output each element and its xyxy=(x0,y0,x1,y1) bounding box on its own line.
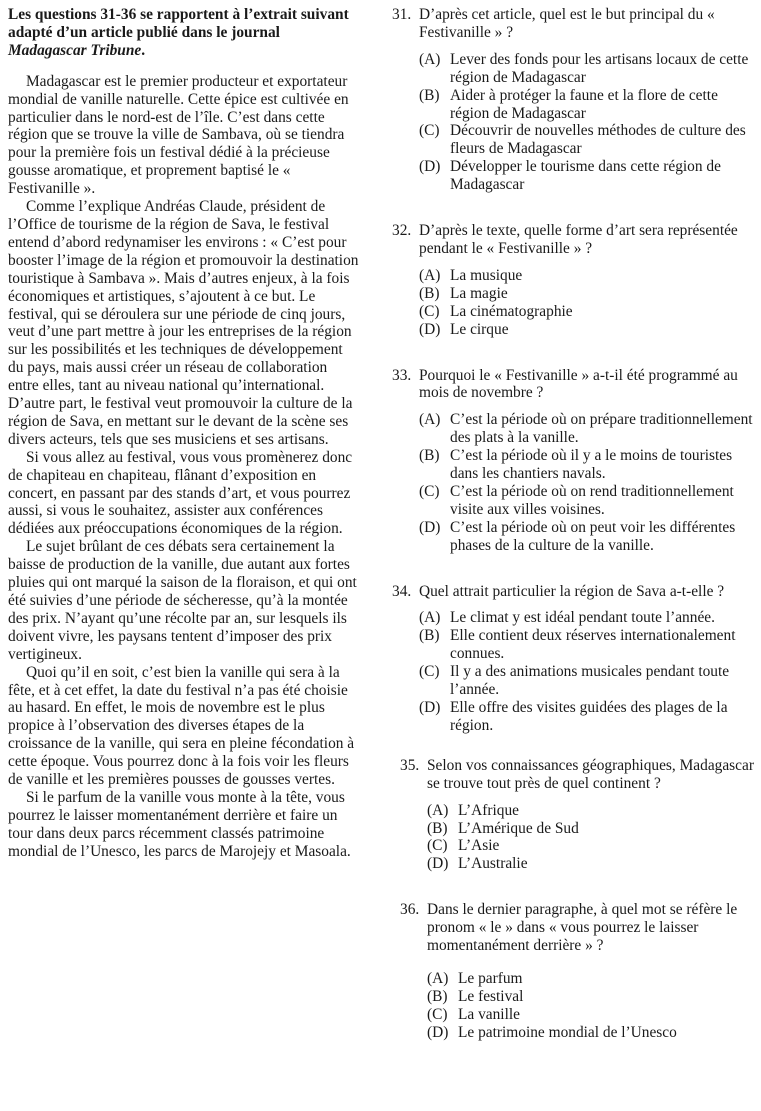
answer-option-c[interactable] xyxy=(419,483,754,519)
option-text: La magie xyxy=(450,284,508,302)
question-text: Pourquoi le « Festivanille » a-t-il été programmé au mois de novembre ? xyxy=(419,366,738,402)
passage-paragraph-5: Quoi qu’il en soit, c’est bien la vanille qui sera à la fête, et à cet effet, la date du festival n’a pas été choisie au hasard. En effet, le mois de novembre est le plus propice à l’observation des diverses étapes de la croissance de la vanille, qui sera en pleine fécondation à cette époque. Vous pourrez donc à la fois voir les fleurs de vanille et les premières pousses de gousses vertes. xyxy=(8,663,355,789)
question-stem xyxy=(400,901,754,955)
option-letter: (D) xyxy=(427,855,449,873)
option-text: Le patrimoine mondial de l’Unesco xyxy=(458,1023,677,1041)
answer-option-a[interactable] xyxy=(427,802,754,820)
option-text: La musique xyxy=(450,266,523,284)
source-title: Madagascar Tribune xyxy=(8,41,142,59)
question-stem xyxy=(392,367,754,403)
option-letter: (B) xyxy=(427,819,448,837)
option-letter: (D) xyxy=(419,699,441,716)
option-text: Il y a des animations musicales pendant toute l’année. xyxy=(450,663,730,699)
option-text: La vanille xyxy=(458,1005,520,1023)
question-text: Quel attrait particulier la région de Sava a-t-elle ? xyxy=(419,582,725,600)
answer-option-b[interactable] xyxy=(419,87,754,123)
passage-paragraph-3: Si vous allez au festival, vous vous promènerez donc de chapiteau en chapiteau, flânant d’exposition en concert, en passant par des stands d’art, et vous pourrez aussi, si vous le souhaitez, assister aux conférences dédiées aux préoccupations économiques de la région. xyxy=(8,448,353,538)
question-stem xyxy=(392,583,754,601)
answer-option-b[interactable] xyxy=(419,285,754,303)
option-text: Le parfum xyxy=(458,969,523,987)
question-text: D’après le texte, quelle forme d’art sera représentée pendant le « Festivanille » ? xyxy=(419,222,738,257)
answer-option-c[interactable] xyxy=(427,1006,754,1024)
option-letter: (C) xyxy=(419,302,440,320)
question-number: 33. xyxy=(392,366,412,384)
question-number: 31. xyxy=(392,6,412,23)
option-text: C’est la période où on rend traditionnellement visite aux villes voisines. xyxy=(450,482,734,518)
passage-paragraph-1: Madagascar est le premier producteur et exportateur mondial de vanille naturelle. Cette épice est cultivée en particulier dans le nord-est de l’île. C’est dans cette région que se trouve la ville de Sambava, où se tiendra pour la première fois un festival dédié à la précieuse gousse aromatique, et proprement baptisé le « Festivanille ». xyxy=(8,72,349,198)
option-text: Le festival xyxy=(458,987,524,1005)
questions-column xyxy=(392,6,754,1042)
option-text: L’Afrique xyxy=(458,801,519,819)
option-text: C’est la période où il y a le moins de touristes dans les chantiers navals. xyxy=(450,447,733,483)
option-text: Découvrir de nouvelles méthodes de culture des fleurs de Madagascar xyxy=(450,122,746,158)
option-text: Aider à protéger la faune et la flore de cette région de Madagascar xyxy=(450,86,718,122)
question-stem xyxy=(392,6,754,42)
question-text: Selon vos connaissances géographiques, Madagascar se trouve tout près de quel continent ? xyxy=(427,756,754,792)
option-letter: (C) xyxy=(419,482,440,500)
question-text: D’après cet article, quel est le but principal du « Festivanille » ? xyxy=(419,6,715,41)
option-letter: (B) xyxy=(427,987,448,1005)
option-letter: (C) xyxy=(427,837,448,855)
answer-options xyxy=(419,51,754,194)
question-32 xyxy=(392,222,754,338)
answer-option-d[interactable] xyxy=(419,699,754,735)
answer-option-d[interactable] xyxy=(427,1024,754,1042)
passage-intro xyxy=(8,6,360,60)
question-stem xyxy=(392,222,754,258)
question-number: 36. xyxy=(400,901,420,919)
answer-options xyxy=(419,267,754,339)
option-letter: (B) xyxy=(419,284,440,302)
option-letter: (A) xyxy=(427,969,449,987)
passage-paragraph-4: Le sujet brûlant de ces débats sera certainement la baisse de production de la vanille, due autant aux fortes pluies qui ont marqué la saison de la floraison, et qui ont été suivies d’une période de sécheresse, qu’à la montée des prix. N’ayant qu’une récolte par an, sur lesquels ils doivent vivre, les paysans tentent d’imposer des prix vertigineux. xyxy=(8,538,357,663)
option-letter: (D) xyxy=(419,320,441,338)
question-35 xyxy=(392,757,754,873)
question-number: 35. xyxy=(400,756,420,774)
question-text: Dans le dernier paragraphe, à quel mot se réfère le pronom « le » dans « vous pourrez le laisser momentanément derrière » ? xyxy=(427,901,738,955)
answer-option-a[interactable] xyxy=(419,609,754,627)
option-letter: (A) xyxy=(419,411,441,429)
option-text: Elle offre des visites guidées des plages de la région. xyxy=(450,699,728,734)
answer-option-a[interactable] xyxy=(419,267,754,285)
answer-option-b[interactable] xyxy=(419,627,754,663)
option-letter: (D) xyxy=(427,1023,449,1041)
answer-option-a[interactable] xyxy=(419,411,754,447)
answer-option-a[interactable] xyxy=(427,970,754,988)
option-text: L’Asie xyxy=(458,837,500,855)
answer-option-d[interactable] xyxy=(419,519,754,555)
answer-option-c[interactable] xyxy=(419,303,754,321)
answer-options xyxy=(427,970,754,1042)
question-number: 32. xyxy=(392,222,412,240)
option-letter: (D) xyxy=(419,518,441,536)
option-letter: (C) xyxy=(427,1005,448,1023)
option-text: Lever des fonds pour les artisans locaux de cette région de Madagascar xyxy=(450,50,749,86)
option-letter: (A) xyxy=(427,801,449,819)
question-33 xyxy=(392,367,754,555)
option-text: C’est la période où on prépare traditionnellement des plats à la vanille. xyxy=(450,411,753,447)
answer-option-c[interactable] xyxy=(427,837,754,855)
answer-option-b[interactable] xyxy=(427,988,754,1006)
option-letter: (D) xyxy=(419,158,441,176)
answer-option-d[interactable] xyxy=(427,855,754,873)
option-text: L’Australie xyxy=(458,855,528,873)
question-36 xyxy=(392,901,754,1041)
option-letter: (A) xyxy=(419,609,441,627)
option-text: Le climat y est idéal pendant toute l’année. xyxy=(450,609,715,627)
answer-option-b[interactable] xyxy=(427,820,754,838)
option-letter: (A) xyxy=(419,50,441,68)
option-letter: (A) xyxy=(419,266,441,284)
reading-passage-column xyxy=(8,6,360,861)
answer-option-a[interactable] xyxy=(419,51,754,87)
answer-option-d[interactable] xyxy=(419,321,754,339)
option-letter: (B) xyxy=(419,86,440,104)
question-stem xyxy=(400,757,754,793)
question-31 xyxy=(392,6,754,194)
answer-option-d[interactable] xyxy=(419,158,754,194)
question-number: 34. xyxy=(392,582,412,600)
intro-text: Les questions 31-36 se rapportent à l’extrait suivant adapté d’un article publié dans le journal xyxy=(8,6,349,41)
option-letter: (B) xyxy=(419,447,440,465)
option-letter: (C) xyxy=(419,122,440,140)
passage-paragraph-6: Si le parfum de la vanille vous monte à la tête, vous pourrez le laisser momentanément derrière et faire un tour dans deux parcs récemment classés patrimoine mondial de l’Unesco, les parcs de Marojejy et Masoala. xyxy=(8,788,351,860)
option-text: La cinématographie xyxy=(450,302,573,320)
answer-option-b[interactable] xyxy=(419,447,754,483)
option-text: Développer le tourisme dans cette région de Madagascar xyxy=(450,158,721,194)
answer-options xyxy=(427,802,754,874)
answer-options xyxy=(419,411,754,554)
answer-option-c[interactable] xyxy=(419,663,754,699)
answer-option-c[interactable] xyxy=(419,122,754,158)
answer-options xyxy=(419,609,754,734)
option-text: L’Amérique de Sud xyxy=(458,819,579,837)
option-letter: (C) xyxy=(419,663,440,681)
passage-paragraph-2: Comme l’explique Andréas Claude, président de l’Office de tourisme de la région de Sava, le festival entend d’abord redynamiser les environs : « C’est pour booster l’image de la région et promouvoir la destination touristique à Sambava ». Mais d’autres enjeux, à la fois économiques et artistiques, s’ajoutent à ce but. Le festival, qui se déroulera sur une période de cinq jours, veut d’une part mettre à jour les entreprises de la région sur les possibilités et les techniques de développement du pays, mais aussi créer un réseau de collaboration entre elles, tant au niveau national qu’international. D’autre part, le festival veut promouvoir la culture de la région de Sava, en mettant sur le devant de la scène ses divers acteurs, tels que ses musiciens et ses artisans. xyxy=(8,198,359,448)
option-text: Elle contient deux réserves internationalement connues. xyxy=(450,627,736,663)
question-34 xyxy=(392,583,754,735)
option-text: Le cirque xyxy=(450,320,509,338)
option-letter: (B) xyxy=(419,627,440,645)
option-text: C’est la période où on peut voir les différentes phases de la culture de la vanille. xyxy=(450,518,736,554)
intro-end: . xyxy=(141,41,146,59)
